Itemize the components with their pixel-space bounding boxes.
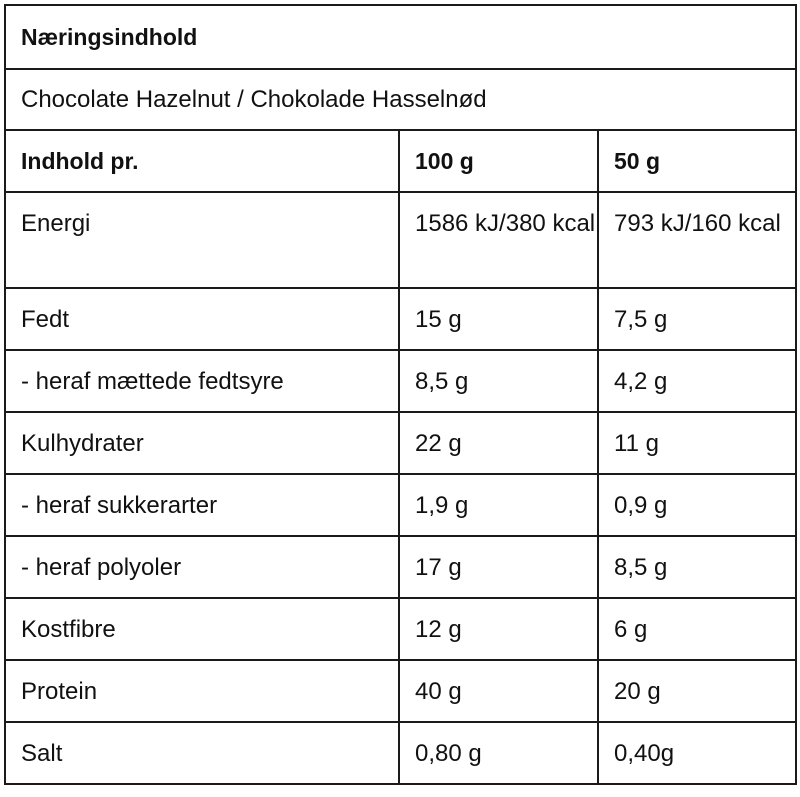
row-label: - heraf polyoler — [5, 536, 399, 598]
table-row-protein — [5, 660, 796, 722]
row-value-100g: 12 g — [399, 598, 598, 660]
row-value-50g: 793 kJ/160 kcal — [598, 192, 796, 288]
table-row-fat — [5, 288, 796, 350]
table-row-polyols — [5, 536, 796, 598]
row-label: Salt — [5, 722, 399, 784]
row-value-100g: 22 g — [399, 412, 598, 474]
row-value-50g: 7,5 g — [598, 288, 796, 350]
row-label: Fedt — [5, 288, 399, 350]
product-name: Chocolate Hazelnut / Chokolade Hasselnød — [5, 69, 796, 130]
row-value-50g: 0,9 g — [598, 474, 796, 536]
row-value-100g: 1586 kJ/380 kcal — [399, 192, 598, 288]
row-value-50g: 0,40g — [598, 722, 796, 784]
row-value-100g: 8,5 g — [399, 350, 598, 412]
row-value-100g: 17 g — [399, 536, 598, 598]
row-label: Protein — [5, 660, 399, 722]
row-label: Kulhydrater — [5, 412, 399, 474]
row-value-50g: 6 g — [598, 598, 796, 660]
table-row-energy — [5, 192, 796, 288]
nutrition-table-container — [4, 4, 795, 785]
row-value-100g: 40 g — [399, 660, 598, 722]
table-row-carbohydrates — [5, 412, 796, 474]
row-value-100g: 15 g — [399, 288, 598, 350]
row-label: Kostfibre — [5, 598, 399, 660]
row-value-50g: 11 g — [598, 412, 796, 474]
nutrition-table — [4, 4, 797, 785]
header-50g: 50 g — [598, 130, 796, 192]
table-subtitle-row — [5, 69, 796, 130]
table-header-row — [5, 130, 796, 192]
table-row-fibre — [5, 598, 796, 660]
row-value-100g: 0,80 g — [399, 722, 598, 784]
table-row-salt — [5, 722, 796, 784]
row-label: Energi — [5, 192, 399, 288]
table-row-sugars — [5, 474, 796, 536]
row-value-50g: 8,5 g — [598, 536, 796, 598]
table-row-saturated-fat — [5, 350, 796, 412]
table-title-row — [5, 5, 796, 69]
row-value-100g: 1,9 g — [399, 474, 598, 536]
header-content-per: Indhold pr. — [5, 130, 399, 192]
header-100g: 100 g — [399, 130, 598, 192]
row-label: - heraf mættede fedtsyre — [5, 350, 399, 412]
table-title: Næringsindhold — [5, 5, 796, 69]
row-value-50g: 20 g — [598, 660, 796, 722]
row-label: - heraf sukkerarter — [5, 474, 399, 536]
row-value-50g: 4,2 g — [598, 350, 796, 412]
